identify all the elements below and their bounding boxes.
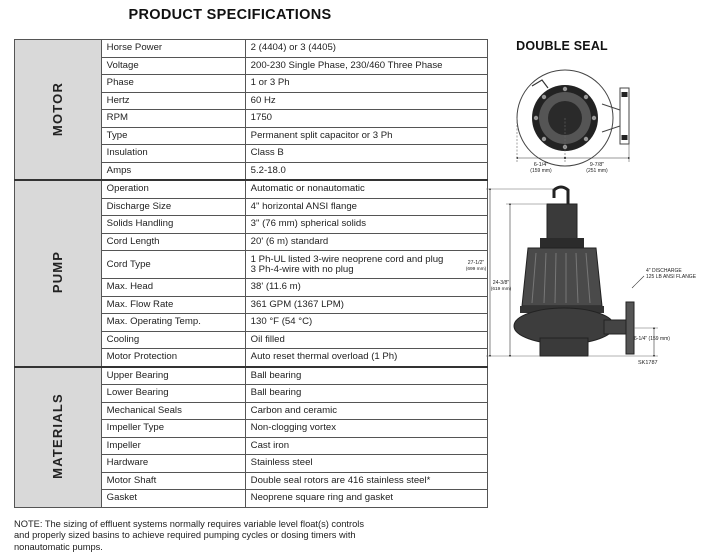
dim-label: (619 mm) <box>490 287 512 292</box>
spec-value: 38' (11.6 m) <box>245 279 487 297</box>
spec-value-line: 1 Ph-UL listed 3-wire neoprene cord and plug <box>250 253 444 265</box>
spec-label: Mechanical Seals <box>101 402 245 420</box>
spec-value: 20' (6 m) standard <box>245 233 487 251</box>
pump-top-view <box>517 70 629 174</box>
spec-value: Double seal rotors are 416 stainless steel* <box>245 472 487 490</box>
spec-label: Hardware <box>101 455 245 473</box>
dim-label: 6-1/4" (159 mm) <box>634 336 670 342</box>
discharge-callout: 125 LB ANSI FLANGE <box>646 274 697 280</box>
spec-label: Amps <box>101 162 245 180</box>
spec-label: Cord Length <box>101 233 245 251</box>
motor-collar <box>540 238 584 248</box>
spec-label: Solids Handling <box>101 216 245 234</box>
spec-value: Stainless steel <box>245 455 487 473</box>
spec-label: Cooling <box>101 331 245 349</box>
spec-label: Upper Bearing <box>101 367 245 385</box>
dim-label: (699 mm) <box>465 267 487 272</box>
spec-value: 4" horizontal ANSI flange <box>245 198 487 216</box>
spec-label: Insulation <box>101 145 245 163</box>
spec-label: Hertz <box>101 92 245 110</box>
spec-value: Oil filled <box>245 331 487 349</box>
spec-value <box>245 251 487 279</box>
spec-label: Operation <box>101 180 245 198</box>
page-title: PRODUCT SPECIFICATIONS <box>128 7 332 23</box>
spec-label: Type <box>101 127 245 145</box>
spec-value: 1750 <box>245 110 487 128</box>
spec-label: Horse Power <box>101 40 245 58</box>
spec-label: Cord Type <box>101 251 245 279</box>
spec-label: Max. Operating Temp. <box>101 314 245 332</box>
category-motor: MOTOR <box>15 40 102 181</box>
spec-label: RPM <box>101 110 245 128</box>
discharge-neck <box>602 104 620 132</box>
spec-value: Automatic or nonautomatic <box>245 180 487 198</box>
spec-value: 5.2-18.0 <box>245 162 487 180</box>
spec-value: Ball bearing <box>245 367 487 385</box>
pump-base <box>540 338 588 356</box>
spec-label: Max. Flow Rate <box>101 296 245 314</box>
discharge-callout: 4" DISCHARGE <box>646 268 682 274</box>
category-materials: MATERIALS <box>15 367 102 508</box>
spec-value: Carbon and ceramic <box>245 402 487 420</box>
dim-label: 27-1/2" <box>467 260 485 266</box>
spec-label: Motor Protection <box>101 349 245 367</box>
pump-dimension-drawing <box>462 58 702 378</box>
spec-value: 130 °F (54 °C) <box>245 314 487 332</box>
table-row <box>15 40 488 58</box>
spec-value: Class B <box>245 145 487 163</box>
spec-label: Phase <box>101 75 245 93</box>
discharge-flange <box>626 302 634 354</box>
spec-label: Lower Bearing <box>101 385 245 403</box>
pump-side-view <box>466 187 697 366</box>
dim-label: (159 mm) <box>530 168 552 174</box>
spec-value: 3" (76 mm) spherical solids <box>245 216 487 234</box>
spec-label: Impeller Type <box>101 420 245 438</box>
category-pump: PUMP <box>15 180 102 367</box>
dim-label: 6-1/4" <box>533 162 549 168</box>
footnote-line: and properly sized basins to achieve required pumping cycles or dosing timers with <box>14 530 356 541</box>
spec-value: 2 (4404) or 3 (4405) <box>245 40 487 58</box>
dim-label: 9-7/8" <box>589 162 605 168</box>
footnote <box>14 519 434 553</box>
dim-label: 24-3/8" <box>492 280 510 286</box>
footnote-line: NOTE: The sizing of effluent systems normally requires variable level float(s) controls <box>14 519 364 529</box>
lifting-handle <box>554 187 568 206</box>
drawing-title: DOUBLE SEAL <box>516 39 608 53</box>
spec-value: Non-clogging vortex <box>245 420 487 438</box>
spec-value: 361 GPM (1367 LPM) <box>245 296 487 314</box>
leader-line <box>632 276 644 288</box>
drawing-code: SK1787 <box>638 360 658 366</box>
spec-label: Voltage <box>101 57 245 75</box>
spec-table <box>14 39 488 508</box>
table-row <box>15 367 488 385</box>
spec-value: Permanent split capacitor or 3 Ph <box>245 127 487 145</box>
spec-label: Motor Shaft <box>101 472 245 490</box>
spec-value: 200-230 Single Phase, 230/460 Three Phase <box>245 57 487 75</box>
spec-value: Cast iron <box>245 437 487 455</box>
footnote-line: nonautomatic pumps. <box>14 541 103 552</box>
spec-value: Ball bearing <box>245 385 487 403</box>
spec-value: Auto reset thermal overload (1 Ph) <box>245 349 487 367</box>
discharge-pipe <box>604 320 626 334</box>
table-row <box>15 180 488 198</box>
spec-label: Discharge Size <box>101 198 245 216</box>
spec-value: 60 Hz <box>245 92 487 110</box>
spec-label: Impeller <box>101 437 245 455</box>
dim-label: (251 mm) <box>586 168 608 174</box>
motor-top <box>547 204 577 240</box>
spec-value: 1 or 3 Ph <box>245 75 487 93</box>
spec-value-line: 3 Ph-4-wire with no plug <box>250 263 354 275</box>
spec-label: Gasket <box>101 490 245 508</box>
spec-label: Max. Head <box>101 279 245 297</box>
spec-value: Neoprene square ring and gasket <box>245 490 487 508</box>
